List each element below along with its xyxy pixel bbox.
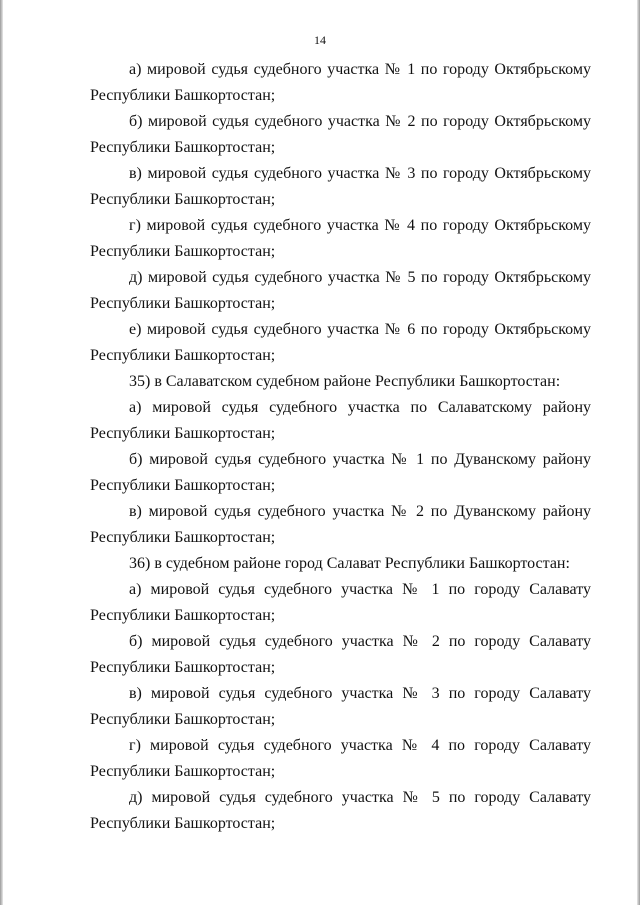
section-heading: 36) в судебном районе город Салават Республики Башкортостан: <box>129 555 570 572</box>
list-item: б) мировой судья судебного участка № 2 по городу Октябрьскому Республики Башкортостан; <box>90 113 591 156</box>
list-item: а) мировой судья судебного участка № 1 по городу Салавату Республики Башкортостан; <box>90 581 591 624</box>
list-item: в) мировой судья судебного участка № 3 по городу Салавату Республики Башкортостан; <box>90 685 591 728</box>
list-item: а) мировой судья судебного участка по Салаватскому району Республики Башкортостан; <box>90 399 591 442</box>
list-item: в) мировой судья судебного участка № 3 по городу Октябрьскому Республики Башкортостан; <box>90 165 591 208</box>
scan-edge-left <box>0 0 3 905</box>
list-item: д) мировой судья судебного участка № 5 по городу Октябрьскому Республики Башкортостан; <box>90 269 591 312</box>
page-number: 14 <box>314 33 326 47</box>
list-item: г) мировой судья судебного участка № 4 по городу Салавату Республики Башкортостан; <box>90 737 591 780</box>
list-item: в) мировой судья судебного участка № 2 по Дуванскому району Республики Башкортостан; <box>90 503 591 546</box>
list-item: б) мировой судья судебного участка № 1 по Дуванскому району Республики Башкортостан; <box>90 451 591 494</box>
list-item: б) мировой судья судебного участка № 2 по городу Салавату Республики Башкортостан; <box>90 633 591 676</box>
list-item: г) мировой судья судебного участка № 4 по городу Октябрьскому Республики Башкортостан; <box>90 217 591 260</box>
list-item: е) мировой судья судебного участка № 6 по городу Октябрьскому Республики Башкортостан; <box>90 321 591 364</box>
section-heading: 35) в Салаватском судебном районе Республики Башкортостан: <box>129 373 561 390</box>
list-item: д) мировой судья судебного участка № 5 по городу Салавату Республики Башкортостан; <box>90 789 591 832</box>
list-item: а) мировой судья судебного участка № 1 по городу Октябрьскому Республики Башкортостан; <box>90 61 591 104</box>
document-body <box>90 57 591 837</box>
